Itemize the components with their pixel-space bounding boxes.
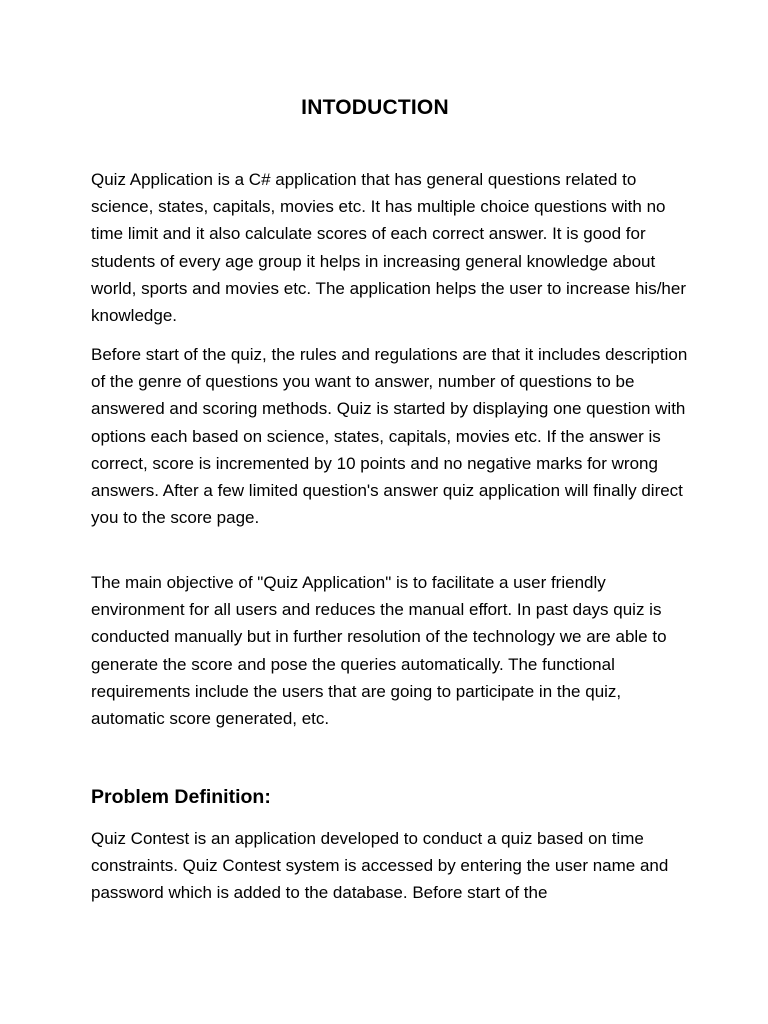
problem-definition-paragraph: Quiz Contest is an application developed to conduct a quiz based on time constraints. Quiz Contest system is accessed by entering the user name and password which is added to the database. Before start of the [91,829,669,903]
intro-paragraph-1: Quiz Application is a C# application that has general questions related to science, states, capitals, movies etc. It has multiple choice questions with no time limit and it also calculate scores of each correct answer. It is good for students of every age group it helps in increasing general knowledge about world, sports and movies etc. The application helps the user to increase his/her knowledge. [91,170,686,326]
page-title: INTODUCTION [301,96,449,119]
intro-paragraph-2: Before start of the quiz, the rules and regulations are that it includes description of the genre of questions you want to answer, number of questions to be answered and scoring methods. Quiz is started by displaying one question with options each based on science, states, capitals, movies etc. If the answer is correct, score is incremented by 10 points and no negative marks for wrong answers. After a few limited question's answer quiz application will finally direct you to the score page. [91,345,688,528]
section-heading: Problem Definition: [91,786,271,808]
intro-paragraph-3: The main objective of "Quiz Application" is to facilitate a user friendly environment for all users and reduces the manual effort. In past days quiz is conducted manually but in further resolution of the technology we are able to generate the score and pose the queries automatically. The functional requirements include the users that are going to participate in the quiz, automatic score generated, etc. [91,573,667,729]
